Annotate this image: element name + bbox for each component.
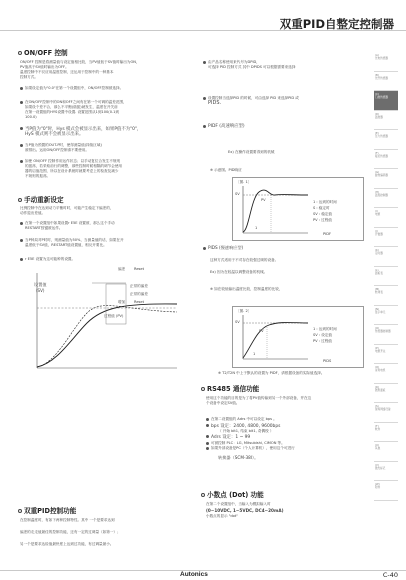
manual-reset-paragraph: 比例控制中在达到动力平衡时时，可能产生稳定下偏差的， 动作退出差值。 [20, 206, 114, 215]
onoff-paragraph: ON/OFF 控制是将测量值与设定值相比较，当PV值低于SV值时输出为ON， PV值高于SV值时输出为OFF。 温度控制中不仅应用温度控制，还运用于控制中的一种基本 控制方式。 [20, 60, 140, 79]
bullet-icon [20, 87, 23, 90]
sidebar-item[interactable]: (K) 定时器 [374, 247, 398, 267]
bullet-icon [20, 101, 23, 104]
sidebar-item[interactable]: (G) 旋转编码器 [374, 169, 398, 189]
onoff-bullet-4: 当P值为预置的OUT-P时，使得测量值(持续区域) 被排出。运用ON/OFF控制请不要使用。 [20, 143, 195, 153]
sidebar-item[interactable]: (W) 附件 [374, 481, 398, 501]
chart1-legend-2: S : 稳定时 [313, 206, 330, 210]
bullet-icon [203, 247, 206, 250]
chart2-legend-3: PV : 过程值 [313, 339, 332, 343]
sidebar-item[interactable]: (O) 传感器控制器 [374, 325, 398, 345]
header-title: 双重PID自整定控制器 [279, 17, 394, 31]
sidebar-item[interactable]: (F) 接近传感器 [374, 150, 398, 170]
pids-desc: 这种方式适用于不对存在较强过调的设备。 [210, 258, 279, 262]
bullet-icon [20, 160, 23, 163]
bullet-icon [206, 418, 209, 421]
sidebar-item[interactable]: (I) 电源 [374, 208, 398, 228]
bullet-icon [20, 144, 23, 147]
bullet-icon [206, 424, 209, 427]
sidebar-item[interactable]: (R) 图形面板 [374, 384, 398, 404]
sidebar-item[interactable]: (D) 温控器 [374, 111, 398, 131]
section-title-onoff: ON/OFF 控制 [18, 47, 68, 57]
section-circle-icon [201, 387, 205, 391]
dot-paragraph: 在第二个设置组中，当输入为模拟输入时 (0~10VDC, 1~5VDC, DC4~20mA) 小数点的显示 "dot" [206, 502, 284, 518]
pids-response-chart [232, 306, 364, 368]
sidebar-item[interactable]: (M) 转速表 [374, 286, 398, 306]
footer-page-number: C-40 [382, 571, 398, 579]
bullet-icon [20, 222, 23, 225]
sidebar-item[interactable]: (B) 光纤传感器 [374, 72, 398, 92]
chart1-num: 1 [255, 226, 258, 230]
section-title-dual-pid: 双重PID控制功能 [18, 505, 76, 515]
reset-diagram [32, 268, 182, 372]
pidf-response-svg [233, 178, 363, 240]
chart2-legend-2: SV : 设定值 [313, 333, 333, 337]
diagram-label-pv: 过程值 (PV) [104, 314, 124, 318]
bullet-icon [203, 125, 206, 128]
chart1-legend-3: SV : 稳定值 [313, 212, 333, 216]
sidebar-item[interactable]: (P) 电源开关 [374, 345, 398, 365]
bullet-icon [203, 61, 206, 64]
chart1-tag: PIDF [323, 232, 332, 236]
reset-diagram-svg [32, 268, 182, 372]
bullet-icon [20, 258, 23, 261]
diagram-label-reset: Reset [134, 267, 145, 271]
chart2-tag: PIDS [323, 359, 332, 363]
onoff-bullet-3: 当P值为"0"时，Hys 模式会被显示出来，如果P值不为"0"， HyS 模式则不会被显示出来。 [20, 127, 195, 137]
section-circle-icon [201, 493, 205, 497]
sidebar-item[interactable]: (S) 现场网络设备 [374, 403, 398, 423]
diagram-label-reset2: Reset [134, 300, 145, 304]
diagram-label-incr: 增加 [118, 300, 126, 304]
chart2-num: 1 [253, 352, 256, 356]
diagram-label-deviation: 偏差 [118, 267, 126, 271]
pids-example: Ex) 因为在较温以调整设备的机械。 [210, 270, 268, 274]
sidebar-item[interactable]: (J) 计数器 [374, 228, 398, 248]
chart2-title: 〔图. 2〕 [236, 309, 252, 313]
diagram-label-ctrl1: 正常的偏差 [130, 284, 148, 288]
chart1-pv-label: PV [261, 198, 266, 202]
onoff-bullet-2: 在ON/OFF控制中的ON和OFF之间有在第一个可调的温差范围， 如果设个差不合，那么不平衡(谐振)就发生，温度在开关前 在第一设置组的HYS设置中设置. 设置范围从1到100(0.1到 100.0) [20, 100, 195, 120]
diagram-label-sv2: (SV) [36, 288, 45, 293]
onoff-bullet-1: 如果设定值为"0.0"在第一个设置组中，ON/OFF控制被选择。 [20, 86, 195, 91]
sidebar-item[interactable]: (C) 门控传感器 [374, 91, 398, 111]
manual-reset-bullet-2: 当P种局对P时时，则测量值为50%，当测量值的话，如果在开 温度低于SV值，RESTART值设置值，相反开要比。 [20, 238, 195, 248]
bullet-icon [203, 97, 206, 100]
sidebar-item[interactable]: (A) 光电传感器 [374, 52, 398, 72]
sidebar-item[interactable]: (H) 温度控制器 [374, 189, 398, 209]
bullet-icon [206, 447, 209, 450]
section-circle-icon [18, 51, 22, 55]
chart2-pv-label: PV [259, 329, 264, 333]
bullet-icon [20, 239, 23, 242]
chart1-sv-label: SV [235, 192, 240, 196]
right-bullet-1: 由产品名称使用来代号为DPID， 可选择 PID 控制方式 其中 DPIDS 可以根据需要来选择 [203, 60, 368, 70]
diagram-label-ctrl2: 正常的偏差 [130, 292, 148, 296]
category-sidebar [374, 52, 398, 562]
chart1-legend-1: 1 : 达到的时间 [313, 200, 337, 204]
sidebar-item[interactable]: (U) 其他 [374, 442, 398, 462]
chart2-legend-1: 1 : 达到的时间 [313, 327, 337, 331]
pids-response-svg [233, 307, 363, 367]
section-title-manual-reset: 手动重新设定 [18, 194, 64, 204]
default-setting-note: ※ T2/T2N 中上于默认的设置为 PIDF，请根据设备的实际值选择。 [218, 371, 325, 375]
sidebar-item[interactable]: (Q) 步进电机 [374, 364, 398, 384]
rs485-list: 在第二设置组的 Adrs 中可以设定 bps 。 bps 设定：2400, 4800, 9600bps （ 开始 bit1, 结束 bit1, 奇偶校 ） Adrs 设定：1 ~ 99 可被控制 PLC：LG, Mitsubishi, CIMON 等。 如果外部设备是PC（个人计算机），使用这个可进行 转换器（SCM-38I）。 [206, 417, 371, 460]
pidf-label: PIDF (高速响应型) [203, 124, 368, 129]
sidebar-item[interactable]: (T) 软件 [374, 423, 398, 443]
rs485-paragraph: 使用这个功能的目的是为了将PV值传输到另一个外部设备，并在这 个设备中设定SV值。 [206, 396, 312, 405]
footer-brand: Autonics [180, 571, 208, 578]
manual-reset-bullet-1: 在第一个设置组中如果设置r E5E 设置被，那么这个手动 RESTART按键被运作。 [20, 221, 195, 231]
pidf-example: Ex) 在操作设置要得到的机械 [228, 150, 275, 154]
pidf-note: ※ 示意图。PID响应 [210, 168, 242, 172]
pidf-response-chart [232, 177, 364, 241]
onoff-bullet-5: 如使 ON/OFF 控制作用运作状态；以手动复位合发生不规则 的振荡，若采取前行的调整，那些控制时候相隔的调节会使用 器的启值范围，所以在设计系统时就要考虑上的检查及减少 不规则的振荡。 [20, 159, 195, 179]
pids-note: ※ 如在较低输出温度比较，控制温度的比较， [210, 287, 283, 291]
chart1-title: 〔图. 1〕 [236, 180, 252, 184]
sidebar-item[interactable]: (E) 压力传感器 [374, 130, 398, 150]
sidebar-item[interactable]: (L) 面板表 [374, 267, 398, 287]
section-circle-icon [18, 509, 22, 513]
sidebar-item[interactable]: (V) 激光标记 [374, 462, 398, 482]
sidebar-item[interactable]: (N) 显示单元 [374, 306, 398, 326]
bullet-icon [206, 435, 209, 438]
section-title-dot: 小数点 (Dot) 功能 [201, 489, 264, 499]
diagram-label-sv: 设置值 [34, 282, 47, 287]
section-title-rs485: RS485 通信功能 [201, 383, 259, 393]
right-bullet-2: 设置控制当选择PID 的时候，可由选择 PID 来选择PID 或 PIDS. [203, 96, 368, 106]
chart2-sv-label: SV [235, 320, 240, 324]
chart1-legend-4: PV : 过程值 [313, 218, 332, 222]
bullet-icon [206, 442, 209, 445]
manual-reset-bullet-3: r E5E 设置为这可能种的设置。 [20, 257, 195, 262]
section-circle-icon [18, 198, 22, 202]
bullet-icon [20, 127, 23, 130]
dual-pid-paragraph: 在控制温度时，有如下两种控制特性。其中 一个是要求达到 偏差的走走值最佳的控制功能，还有一定的过调量（如第一）； 另一个是要求达检值最快度上达到过功能，有过调量最小。 [20, 518, 121, 546]
pids-label: PIDS (慢速响应型) [203, 245, 368, 251]
